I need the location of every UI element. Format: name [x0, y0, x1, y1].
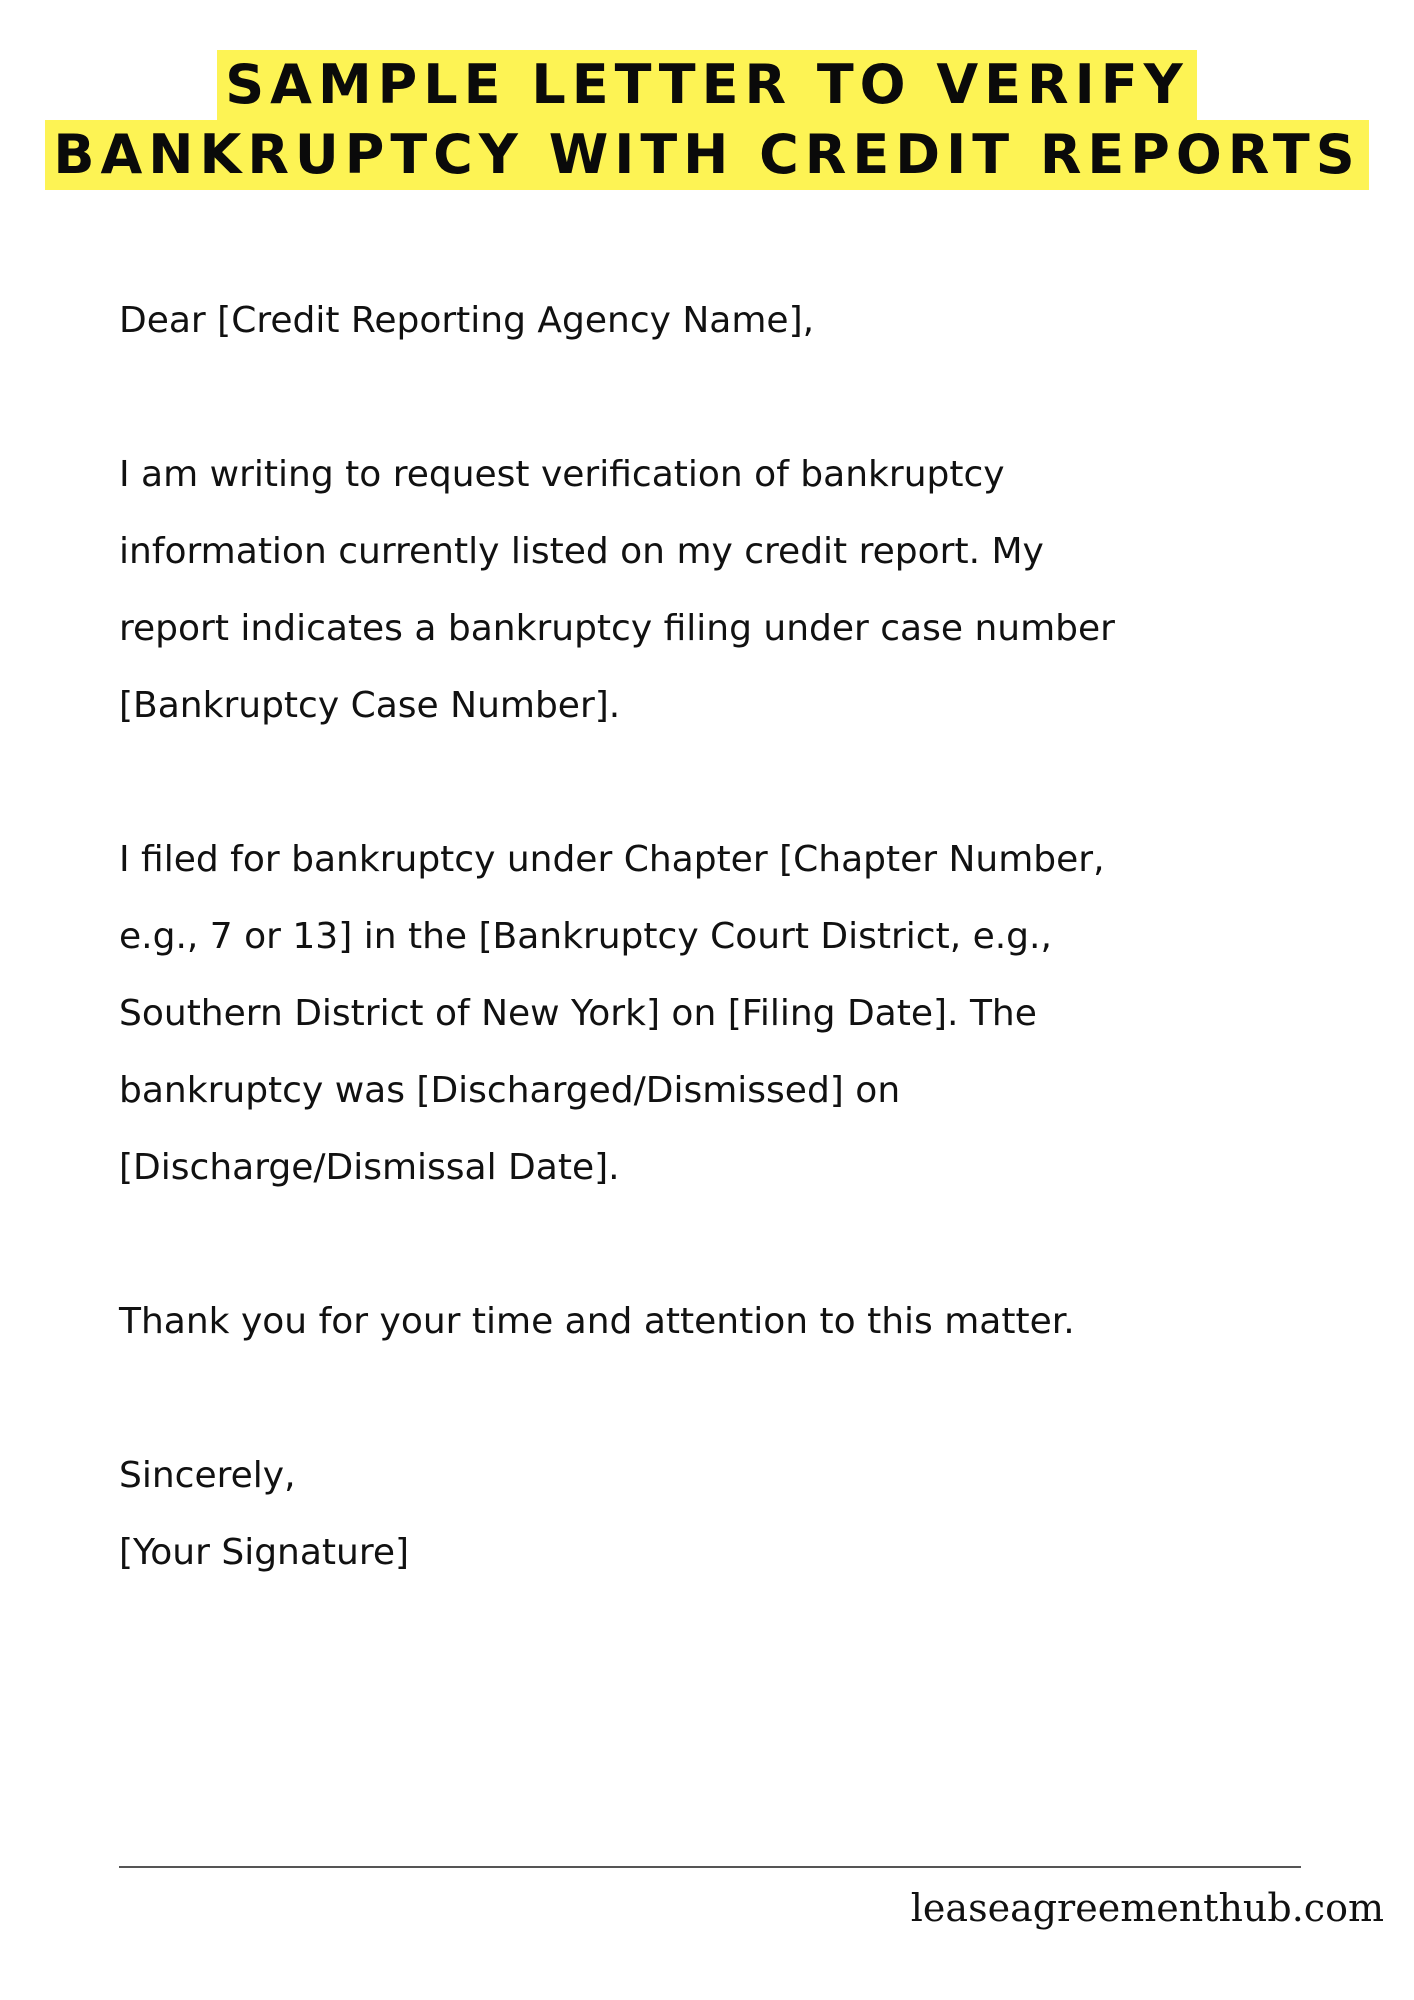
paragraph-line: bankruptcy was [Discharged/Dismissed] on	[119, 1070, 901, 1111]
document-title	[0, 50, 1414, 190]
paragraph-spacer	[119, 359, 1319, 436]
paragraph-spacer	[119, 1360, 1319, 1437]
paragraph-spacer	[119, 1206, 1319, 1283]
footer-divider	[119, 1866, 1301, 1868]
paragraph-filing-details	[119, 821, 1319, 1206]
paragraph-line: I filed for bankruptcy under Chapter [Chapter Number,	[119, 839, 1105, 880]
letter-body	[119, 282, 1319, 1591]
paragraph-line: Southern District of New York] on [Filing Date]. The	[119, 993, 1037, 1034]
footer-site-name: leaseagreementhub.com	[910, 1886, 1384, 1930]
paragraph-line: I am writing to request verification of bankruptcy	[119, 454, 1005, 495]
signature-placeholder: [Your Signature]	[119, 1532, 410, 1573]
paragraph-request	[119, 436, 1319, 744]
paragraph-spacer	[119, 744, 1319, 821]
salutation: Dear [Credit Reporting Agency Name],	[119, 300, 815, 341]
paragraph-line: [Bankruptcy Case Number].	[119, 685, 621, 726]
paragraph-line: information currently listed on my credit report. My	[119, 531, 1044, 572]
paragraph-line: e.g., 7 or 13] in the [Bankruptcy Court District, e.g.,	[119, 916, 1052, 957]
paragraph-line: [Discharge/Dismissal Date].	[119, 1147, 620, 1188]
sign-off: Sincerely,	[119, 1455, 296, 1496]
paragraph-line: report indicates a bankruptcy filing under case number	[119, 608, 1115, 649]
title-line-2: BANKRUPTCY WITH CREDIT REPORTS	[45, 120, 1368, 190]
title-line-1: SAMPLE LETTER TO VERIFY	[217, 50, 1196, 120]
closing-thanks: Thank you for your time and attention to this matter.	[119, 1301, 1075, 1342]
